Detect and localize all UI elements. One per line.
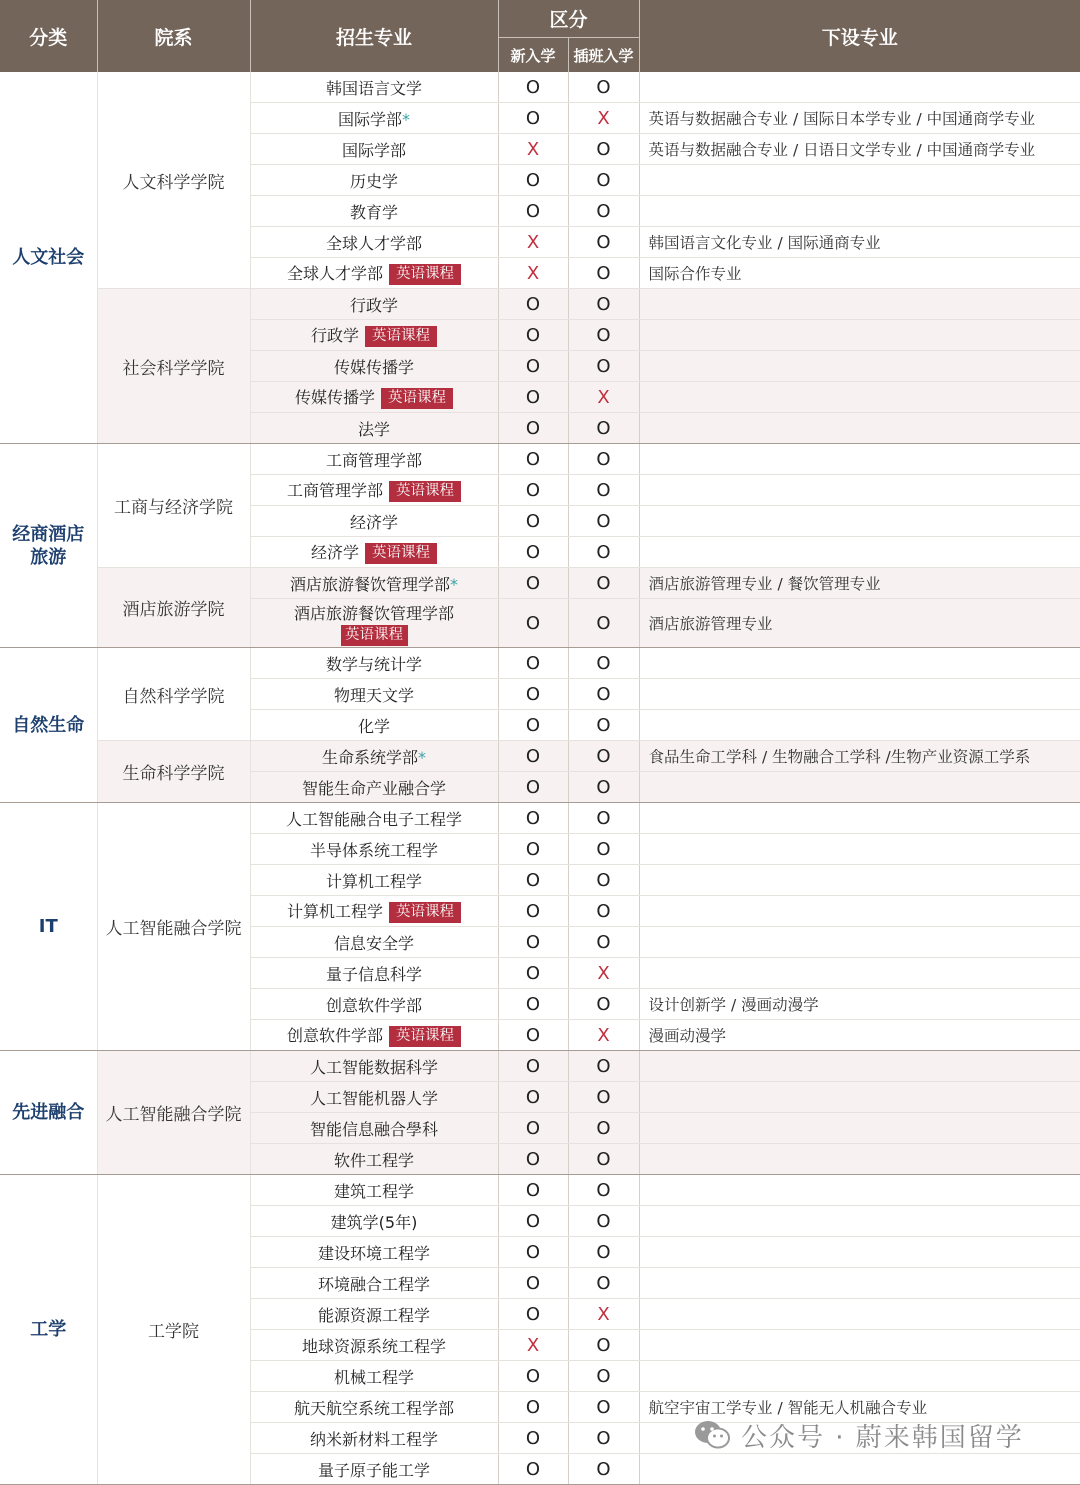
transfer-entry-mark: O — [568, 1361, 639, 1392]
new-entry-mark: O — [498, 351, 568, 382]
major-name: 行政学 — [310, 326, 359, 345]
transfer-entry-mark: O — [568, 1330, 639, 1361]
new-entry-mark: O — [498, 196, 568, 227]
new-entry-mark: O — [498, 896, 568, 927]
sub-major-cell — [639, 958, 1080, 989]
transfer-entry-mark: O — [568, 1113, 639, 1144]
sub-major-cell — [639, 679, 1080, 710]
sub-major-cell — [639, 1454, 1080, 1485]
major-name: 创意软件学部 — [286, 1026, 383, 1045]
sub-major-cell — [639, 72, 1080, 103]
major-name: 人工智能数据科学 — [309, 1057, 438, 1077]
major-name: 国际学部 — [337, 109, 402, 129]
new-entry-mark: O — [498, 537, 568, 568]
major-cell — [250, 165, 498, 196]
new-entry-mark: O — [498, 568, 568, 599]
transfer-entry-mark: O — [568, 1268, 639, 1299]
new-entry-mark: O — [498, 1361, 568, 1392]
english-course-badge: 英语课程 — [365, 543, 437, 564]
dept-cell: 人文科学学院 — [97, 72, 250, 289]
english-course-badge: 英语课程 — [389, 481, 461, 502]
category-label-line: 经商酒店 — [12, 523, 85, 545]
sub-major-cell — [639, 1082, 1080, 1113]
major-name: 工商管理学部 — [325, 450, 422, 470]
sub-major-cell — [639, 475, 1080, 506]
header-new: 新入学 — [498, 38, 568, 73]
table-row — [0, 648, 1080, 679]
major-cell — [250, 196, 498, 227]
table-row — [0, 72, 1080, 103]
major-cell — [250, 1392, 498, 1423]
sub-major-cell — [639, 1051, 1080, 1082]
transfer-entry-mark: O — [568, 258, 639, 289]
table-body — [0, 72, 1080, 1485]
transfer-entry-mark: O — [568, 475, 639, 506]
transfer-entry-mark: O — [568, 1206, 639, 1237]
header-transfer: 插班入学 — [568, 38, 639, 73]
sub-major-cell — [639, 1299, 1080, 1330]
new-entry-mark: O — [498, 475, 568, 506]
major-cell — [250, 834, 498, 865]
category-label-line: 旅游 — [30, 546, 67, 568]
major-cell — [250, 506, 498, 537]
major-cell — [250, 865, 498, 896]
new-entry-mark: O — [498, 1299, 568, 1330]
new-entry-mark: O — [498, 803, 568, 834]
major-name: 酒店旅游餐饮管理学部 — [293, 603, 454, 623]
major-cell — [250, 710, 498, 741]
new-entry-mark: O — [498, 834, 568, 865]
major-cell — [250, 382, 498, 413]
transfer-entry-mark: O — [568, 72, 639, 103]
major-cell — [250, 103, 498, 134]
transfer-entry-mark: X — [568, 1020, 639, 1051]
major-cell — [250, 1454, 498, 1485]
table-row — [0, 741, 1080, 772]
major-name: 信息安全学 — [333, 933, 414, 953]
major-cell — [250, 599, 498, 648]
transfer-entry-mark: O — [568, 927, 639, 958]
transfer-entry-mark: O — [568, 741, 639, 772]
major-name: 纳米新材料工程学 — [309, 1429, 438, 1449]
sub-major-cell — [639, 927, 1080, 958]
transfer-entry-mark: O — [568, 865, 639, 896]
major-cell — [250, 1268, 498, 1299]
major-name: 地球资源系统工程学 — [301, 1336, 446, 1356]
major-cell — [250, 958, 498, 989]
transfer-entry-mark: O — [568, 772, 639, 803]
sub-major-cell: 漫画动漫学 — [639, 1020, 1080, 1051]
sub-major-cell — [639, 506, 1080, 537]
transfer-entry-mark: O — [568, 134, 639, 165]
transfer-entry-mark: X — [568, 382, 639, 413]
category-cell: 先进融合 — [0, 1051, 97, 1175]
sub-major-cell — [639, 1268, 1080, 1299]
transfer-entry-mark: O — [568, 1051, 639, 1082]
category-cell: IT — [0, 803, 97, 1051]
sub-major-cell: 航空宇宙工学专业 / 智能无人机融合专业 — [639, 1392, 1080, 1423]
new-entry-mark: O — [498, 1392, 568, 1423]
sub-major-cell — [639, 834, 1080, 865]
new-entry-mark: O — [498, 506, 568, 537]
new-entry-mark: O — [498, 772, 568, 803]
transfer-entry-mark: O — [568, 196, 639, 227]
new-entry-mark: X — [498, 1330, 568, 1361]
header-dept: 院系 — [97, 0, 250, 72]
major-cell — [250, 568, 498, 599]
sub-major-cell: 英语与数据融合专业 / 国际日本学专业 / 中国通商学专业 — [639, 103, 1080, 134]
major-name: 建设环境工程学 — [317, 1243, 430, 1263]
new-entry-mark: O — [498, 413, 568, 444]
major-cell — [250, 679, 498, 710]
major-name: 创意软件学部 — [325, 995, 422, 1015]
transfer-entry-mark: O — [568, 648, 639, 679]
transfer-entry-mark: O — [568, 537, 639, 568]
sub-major-cell — [639, 1113, 1080, 1144]
new-entry-mark: O — [498, 1113, 568, 1144]
major-cell — [250, 772, 498, 803]
transfer-entry-mark: O — [568, 1423, 639, 1454]
wechat-icon — [693, 1418, 731, 1452]
sub-major-cell: 英语与数据融合专业 / 日语日文学专业 / 中国通商学专业 — [639, 134, 1080, 165]
new-entry-mark: O — [498, 1051, 568, 1082]
transfer-entry-mark: O — [568, 1144, 639, 1175]
transfer-entry-mark: O — [568, 1175, 639, 1206]
major-cell — [250, 134, 498, 165]
major-cell — [250, 989, 498, 1020]
transfer-entry-mark: O — [568, 165, 639, 196]
english-course-badge: 英语课程 — [389, 264, 461, 285]
english-course-badge: 英语课程 — [341, 625, 408, 646]
sub-major-cell — [639, 896, 1080, 927]
major-cell — [250, 351, 498, 382]
sub-major-cell — [639, 803, 1080, 834]
new-entry-mark: O — [498, 165, 568, 196]
new-entry-mark: O — [498, 1423, 568, 1454]
sub-major-cell: 国际合作专业 — [639, 258, 1080, 289]
asterisk-marker: * — [450, 574, 458, 594]
major-name: 建筑学(5年) — [330, 1212, 418, 1232]
major-name: 计算机工程学 — [286, 902, 383, 921]
major-name: 国际学部 — [341, 140, 406, 160]
header-major: 招生专业 — [250, 0, 498, 72]
transfer-entry-mark: O — [568, 320, 639, 351]
transfer-entry-mark: O — [568, 1237, 639, 1268]
english-course-badge: 英语课程 — [381, 388, 453, 409]
new-entry-mark: O — [498, 989, 568, 1020]
major-cell — [250, 803, 498, 834]
asterisk-marker: * — [418, 747, 426, 767]
english-course-badge: 英语课程 — [365, 326, 437, 347]
sub-major-cell — [639, 772, 1080, 803]
transfer-entry-mark: O — [568, 1392, 639, 1423]
major-cell — [250, 444, 498, 475]
transfer-entry-mark: O — [568, 599, 639, 648]
sub-major-cell: 酒店旅游管理专业 — [639, 599, 1080, 648]
transfer-entry-mark: O — [568, 227, 639, 258]
sub-major-cell: 食品生命工学科 / 生物融合工学科 /生物产业资源工学系 — [639, 741, 1080, 772]
major-name: 软件工程学 — [333, 1150, 414, 1170]
transfer-entry-mark: O — [568, 506, 639, 537]
major-cell — [250, 1206, 498, 1237]
major-name: 智能信息融合學科 — [309, 1119, 438, 1139]
major-cell — [250, 227, 498, 258]
major-name: 行政学 — [349, 295, 398, 315]
category-cell: 工学 — [0, 1175, 97, 1485]
sub-major-cell: 韩国语言文化专业 / 国际通商专业 — [639, 227, 1080, 258]
dept-cell: 酒店旅游学院 — [97, 568, 250, 648]
major-name: 经济学 — [349, 512, 398, 532]
dept-cell: 人工智能融合学院 — [97, 1051, 250, 1175]
sub-major-cell — [639, 413, 1080, 444]
header-category: 分类 — [0, 0, 97, 72]
sub-major-cell — [639, 1175, 1080, 1206]
new-entry-mark: O — [498, 103, 568, 134]
english-course-badge: 英语课程 — [389, 1026, 461, 1047]
sub-major-cell — [639, 710, 1080, 741]
sub-major-cell: 酒店旅游管理专业 / 餐饮管理专业 — [639, 568, 1080, 599]
dept-cell: 人工智能融合学院 — [97, 803, 250, 1051]
major-name: 半导体系统工程学 — [309, 840, 438, 860]
sub-major-cell — [639, 165, 1080, 196]
major-name: 航天航空系统工程学部 — [293, 1398, 454, 1418]
major-cell — [250, 475, 498, 506]
sub-major-cell — [639, 537, 1080, 568]
major-name: 教育学 — [349, 202, 398, 222]
dept-cell: 生命科学学院 — [97, 741, 250, 803]
transfer-entry-mark: O — [568, 679, 639, 710]
category-cell: 自然生命 — [0, 648, 97, 803]
major-cell — [250, 258, 498, 289]
sub-major-cell — [639, 444, 1080, 475]
sub-major-cell — [639, 320, 1080, 351]
transfer-entry-mark: O — [568, 1082, 639, 1113]
new-entry-mark: O — [498, 741, 568, 772]
new-entry-mark: O — [498, 444, 568, 475]
major-cell — [250, 1051, 498, 1082]
english-course-badge: 英语课程 — [389, 902, 461, 923]
major-cell — [250, 1237, 498, 1268]
major-cell — [250, 413, 498, 444]
sub-major-cell — [639, 1330, 1080, 1361]
new-entry-mark: O — [498, 1206, 568, 1237]
new-entry-mark: X — [498, 134, 568, 165]
sub-major-cell — [639, 1206, 1080, 1237]
major-name: 全球人才学部 — [325, 233, 422, 253]
major-cell — [250, 1299, 498, 1330]
table-row — [0, 1051, 1080, 1082]
transfer-entry-mark: O — [568, 834, 639, 865]
new-entry-mark: O — [498, 1020, 568, 1051]
major-cell — [250, 648, 498, 679]
dept-cell: 自然科学学院 — [97, 648, 250, 741]
major-name: 智能生命产业融合学 — [301, 778, 446, 798]
major-cell — [250, 741, 498, 772]
sub-major-cell — [639, 196, 1080, 227]
new-entry-mark: X — [498, 258, 568, 289]
sub-major-cell — [639, 351, 1080, 382]
new-entry-mark: O — [498, 320, 568, 351]
major-cell — [250, 1423, 498, 1454]
table-header — [0, 0, 1080, 72]
transfer-entry-mark: O — [568, 413, 639, 444]
major-name: 韩国语言文学 — [325, 78, 422, 98]
transfer-entry-mark: O — [568, 896, 639, 927]
major-name: 计算机工程学 — [325, 871, 422, 891]
major-cell — [250, 72, 498, 103]
new-entry-mark: O — [498, 927, 568, 958]
major-cell — [250, 1330, 498, 1361]
major-name: 建筑工程学 — [333, 1181, 414, 1201]
major-cell — [250, 537, 498, 568]
major-cell — [250, 1082, 498, 1113]
transfer-entry-mark: O — [568, 1454, 639, 1485]
header-sub: 下设专业 — [639, 0, 1080, 72]
new-entry-mark: O — [498, 1237, 568, 1268]
sub-major-cell: 设计创新学 / 漫画动漫学 — [639, 989, 1080, 1020]
category-cell — [0, 444, 97, 648]
new-entry-mark: O — [498, 1082, 568, 1113]
transfer-entry-mark: O — [568, 568, 639, 599]
major-cell — [250, 1144, 498, 1175]
new-entry-mark: O — [498, 1175, 568, 1206]
transfer-entry-mark: O — [568, 289, 639, 320]
new-entry-mark: O — [498, 382, 568, 413]
dept-cell: 工学院 — [97, 1175, 250, 1485]
major-name: 数学与统计学 — [325, 654, 422, 674]
table-row — [0, 444, 1080, 475]
major-cell — [250, 1020, 498, 1051]
new-entry-mark: O — [498, 710, 568, 741]
sub-major-cell — [639, 1144, 1080, 1175]
major-name: 传媒传播学 — [294, 388, 375, 407]
header-division: 区分 — [498, 0, 639, 38]
sub-major-cell — [639, 1361, 1080, 1392]
sub-major-cell — [639, 648, 1080, 679]
new-entry-mark: O — [498, 648, 568, 679]
major-name: 物理天文学 — [333, 685, 414, 705]
transfer-entry-mark: X — [568, 1299, 639, 1330]
new-entry-mark: X — [498, 227, 568, 258]
major-cell — [250, 289, 498, 320]
major-cell — [250, 927, 498, 958]
major-name: 工商管理学部 — [286, 481, 383, 500]
major-name: 量子信息科学 — [325, 964, 422, 984]
new-entry-mark: O — [498, 958, 568, 989]
sub-major-cell — [639, 382, 1080, 413]
major-name: 经济学 — [310, 543, 359, 562]
dept-cell: 社会科学学院 — [97, 289, 250, 444]
major-name: 全球人才学部 — [286, 264, 383, 283]
table-row — [0, 289, 1080, 320]
new-entry-mark: O — [498, 599, 568, 648]
table-row — [0, 803, 1080, 834]
major-name: 酒店旅游餐饮管理学部 — [289, 574, 450, 594]
major-name: 法学 — [357, 419, 390, 439]
new-entry-mark: O — [498, 1454, 568, 1485]
watermark-text: 公众号 · 蔚来韩国留学 — [741, 1422, 1024, 1453]
major-cell — [250, 896, 498, 927]
transfer-entry-mark: O — [568, 444, 639, 475]
major-name: 环境融合工程学 — [317, 1274, 430, 1294]
asterisk-marker: * — [402, 109, 410, 129]
transfer-entry-mark: X — [568, 103, 639, 134]
major-cell — [250, 1113, 498, 1144]
table-row — [0, 568, 1080, 599]
dept-cell: 工商与经济学院 — [97, 444, 250, 568]
transfer-entry-mark: O — [568, 710, 639, 741]
major-name: 能源资源工程学 — [317, 1305, 430, 1325]
transfer-entry-mark: O — [568, 989, 639, 1020]
new-entry-mark: O — [498, 865, 568, 896]
category-cell: 人文社会 — [0, 72, 97, 444]
sub-major-cell — [639, 289, 1080, 320]
transfer-entry-mark: O — [568, 803, 639, 834]
new-entry-mark: O — [498, 72, 568, 103]
new-entry-mark: O — [498, 289, 568, 320]
new-entry-mark: O — [498, 679, 568, 710]
major-name: 人工智能融合电子工程学 — [285, 809, 462, 829]
transfer-entry-mark: O — [568, 351, 639, 382]
sub-major-cell — [639, 1237, 1080, 1268]
major-name: 化学 — [357, 716, 390, 736]
major-name: 机械工程学 — [333, 1367, 414, 1387]
major-cell — [250, 320, 498, 351]
sub-major-cell — [639, 865, 1080, 896]
major-cell — [250, 1361, 498, 1392]
major-name: 生命系统学部 — [321, 747, 418, 767]
table-row — [0, 1175, 1080, 1206]
major-name: 历史学 — [349, 171, 398, 191]
major-name: 人工智能机器人学 — [309, 1088, 438, 1108]
new-entry-mark: O — [498, 1268, 568, 1299]
major-cell — [250, 1175, 498, 1206]
new-entry-mark: O — [498, 1144, 568, 1175]
major-name: 量子原子能工学 — [317, 1460, 430, 1480]
watermark — [693, 1415, 1024, 1455]
transfer-entry-mark: X — [568, 958, 639, 989]
major-name: 传媒传播学 — [333, 357, 414, 377]
